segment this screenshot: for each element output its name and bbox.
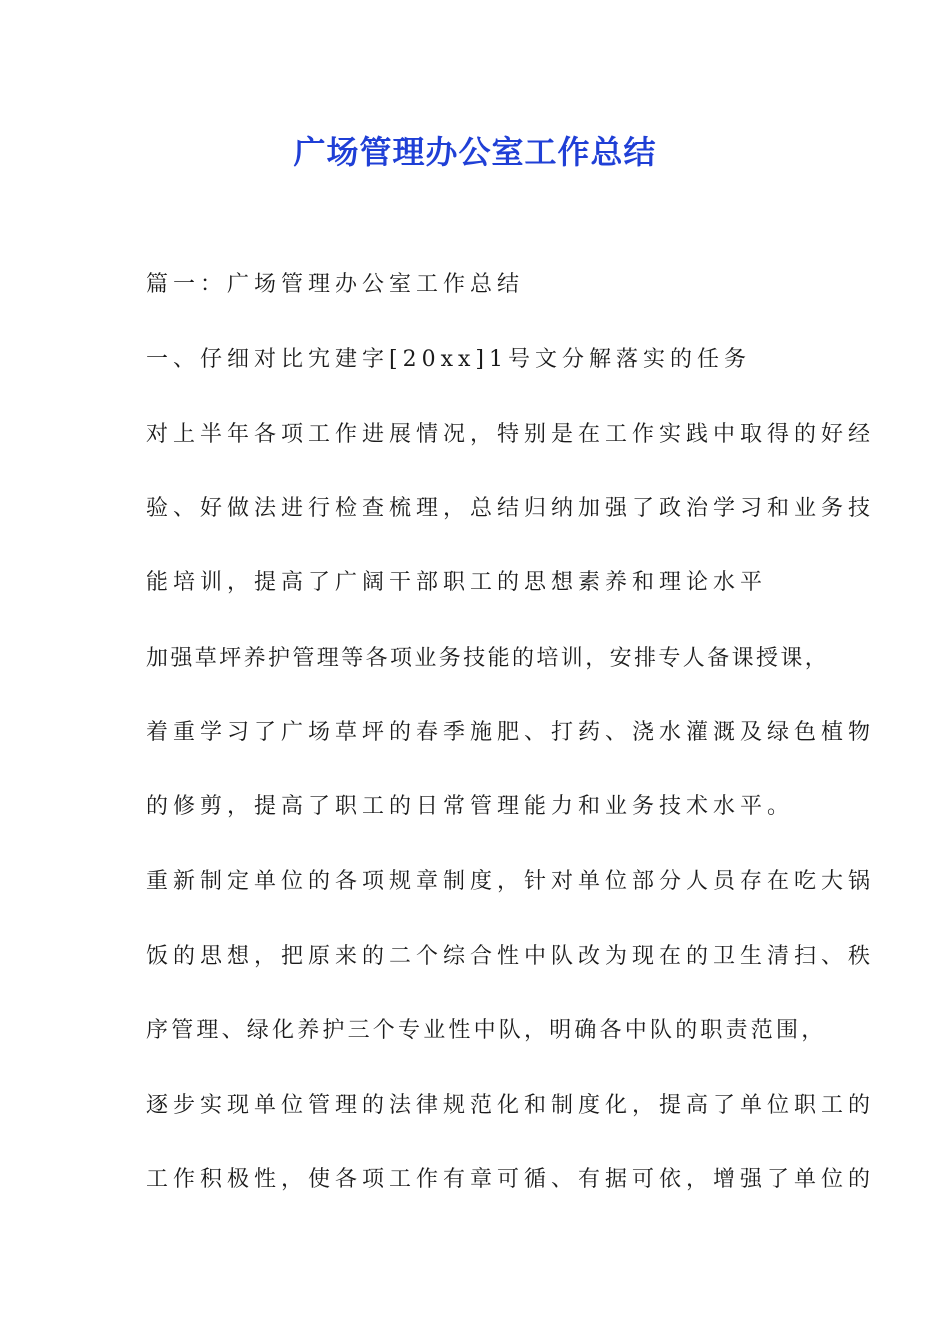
paragraph-line: 工作积极性，使各项工作有章可循、有据可依，增强了单位的 [146,1167,876,1192]
paragraph-line: 的修剪，提高了职工的日常管理能力和业务技术水平。 [146,794,795,819]
paragraph-line: 饭的思想，把原来的二个综合性中队改为现在的卫生清扫、秩 [146,944,876,969]
paragraph-line: 能培训，提高了广阔干部职工的思想素养和理论水平 [146,570,768,595]
section-heading: 篇一：广场管理办公室工作总结 [146,272,525,297]
paragraph-line: 重新制定单位的各项规章制度，针对单位部分人员存在吃大锅 [146,869,876,894]
paragraph-line: 验、好做法进行检查梳理，总结归纳加强了政治学习和业务技 [146,496,876,521]
paragraph-line: 逐步实现单位管理的法律规范化和制度化，提高了单位职工的 [146,1093,876,1118]
subsection-heading: 一、仔细对比宄建字[20xx]1号文分解落实的任务 [146,347,751,372]
document-title: 广场管理办公室工作总结 [293,133,657,171]
paragraph-line: 着重学习了广场草坪的春季施肥、打药、浇水灌溉及绿色植物 [146,720,876,745]
paragraph-line: 对上半年各项工作进展情况，特别是在工作实践中取得的好经 [146,422,876,447]
paragraph-line: 加强草坪养护管理等各项业务技能的培训，安排专人备课授课， [146,646,830,671]
paragraph-line: 序管理、绿化养护三个专业性中队，明确各中队的职责范围， [146,1018,827,1043]
